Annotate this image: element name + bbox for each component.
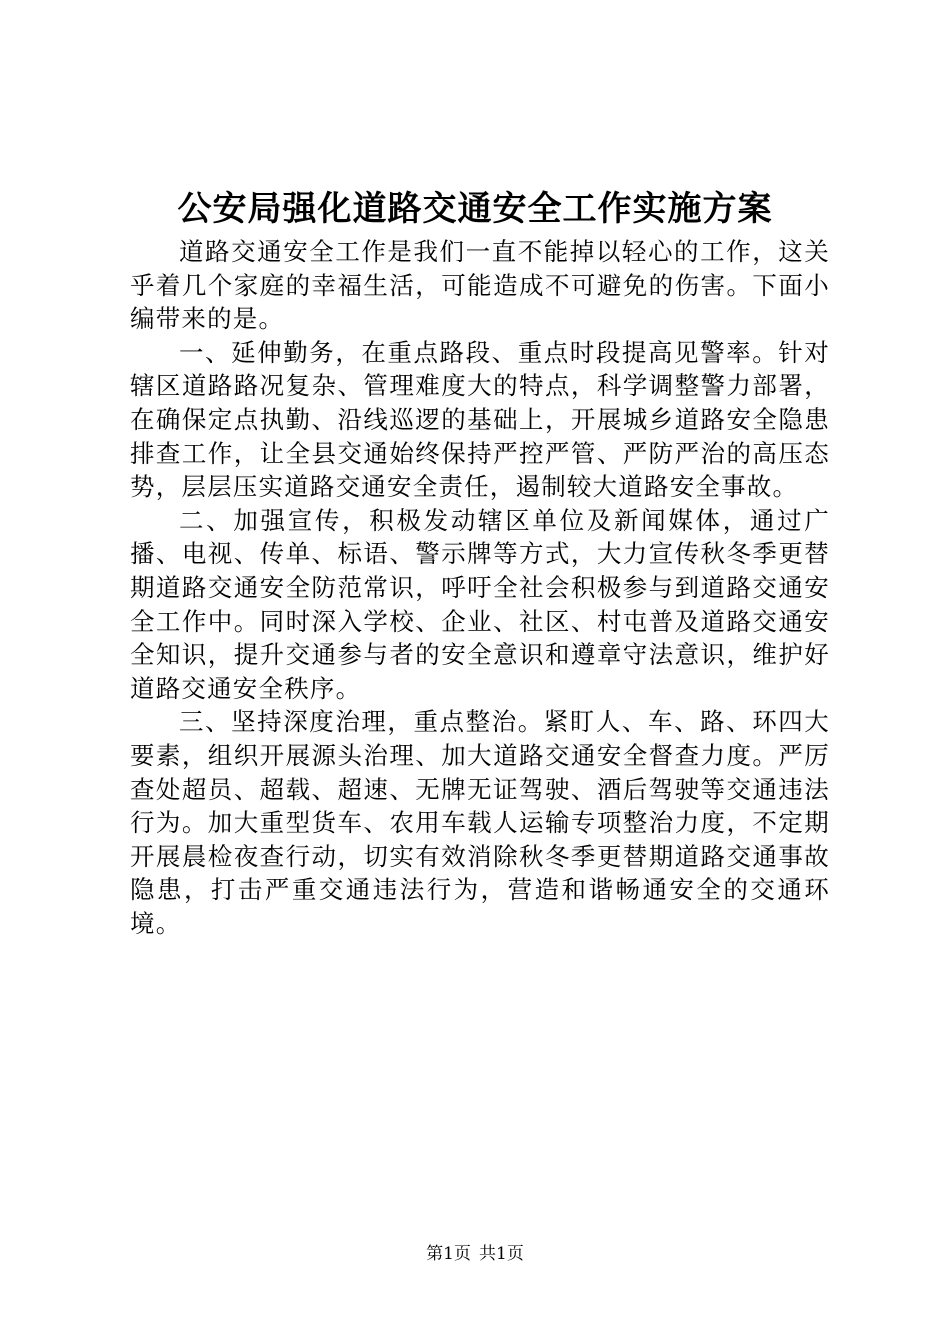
section-three-paragraph: 三、坚持深度治理，重点整治。紧盯人、车、路、环四大要素，组织开展源头治理、加大道路交通安全督查力度。严厉查处超员、超载、超速、无牌无证驾驶、酒后驾驶等交通违法行为。加大重型货车、农用车载人运输专项整治力度，不定期开展晨检夜查行动，切实有效消除秋冬季更替期道路交通事故隐患，打击严重交通违法行为，营造和谐畅通安全的交通环境。 <box>130 707 830 938</box>
page-footer <box>0 1243 950 1265</box>
section-one-paragraph: 一、延伸勤务，在重点路段、重点时段提高见警率。针对辖区道路路况复杂、管理难度大的特点，科学调整警力部署，在确保定点执勤、沿线巡逻的基础上，开展城乡道路安全隐患排查工作，让全县交通始终保持严控严管、严防严治的高压态势，层层压实道路交通安全责任，遏制较大道路安全事故。 <box>130 337 830 502</box>
section-two-paragraph: 二、加强宣传，积极发动辖区单位及新闻媒体，通过广播、电视、传单、标语、警示牌等方式，大力宣传秋冬季更替期道路交通安全防范常识，呼吁全社会积极参与到道路交通安全工作中。同时深入学校、企业、社区、村屯普及道路交通安全知识，提升交通参与者的安全意识和遵章守法意识，维护好道路交通安全秩序。 <box>130 505 830 703</box>
page-number-total: 共1页 <box>479 1244 524 1264</box>
page-number-current: 第1页 <box>426 1244 471 1264</box>
document-body <box>130 235 830 940</box>
document-title: 公安局强化道路交通安全工作实施方案 <box>177 189 773 229</box>
intro-paragraph: 道路交通安全工作是我们一直不能掉以轻心的工作，这关乎着几个家庭的幸福生活，可能造成不可避免的伤害。下面小编带来的是。 <box>130 237 830 334</box>
